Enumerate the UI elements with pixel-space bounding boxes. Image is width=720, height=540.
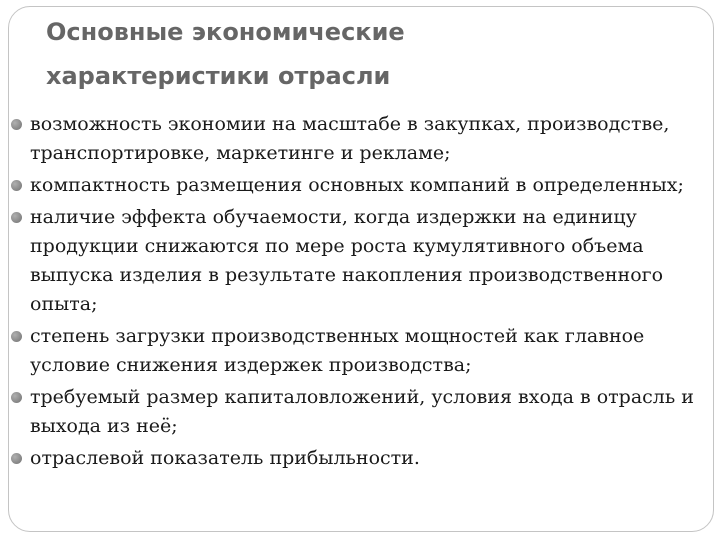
bullet-text: требуемый размер капиталовложений, условия входа в отрасль и выхода из неё;: [30, 386, 694, 437]
bullet-icon: [11, 331, 22, 342]
bullet-icon: [11, 180, 22, 191]
bullet-text: отраслевой показатель прибыльности.: [30, 447, 420, 469]
slide-title: [46, 10, 666, 98]
list-item: [8, 444, 708, 473]
list-item: [8, 110, 708, 168]
list-item: [8, 171, 708, 200]
list-item: [8, 203, 708, 319]
bullet-icon: [11, 119, 22, 130]
slide-title-line: характеристики отрасли: [46, 62, 391, 90]
bullet-icon: [11, 212, 22, 223]
list-item: [8, 322, 708, 380]
bullet-icon: [11, 453, 22, 464]
list-item: [8, 383, 708, 441]
bullet-list: [8, 110, 708, 476]
bullet-icon: [11, 392, 22, 403]
slide-title-line: Основные экономические: [46, 18, 405, 46]
bullet-text: компактность размещения основных компаний в определенных;: [30, 174, 684, 196]
bullet-text: возможность экономии на масштабе в закупках, производстве, транспортировке, маркетинге и рекламе;: [30, 113, 670, 164]
bullet-text: степень загрузки производственных мощностей как главное условие снижения издержек производства;: [30, 325, 645, 376]
bullet-text: наличие эффекта обучаемости, когда издержки на единицу продукции снижаются по мере роста кумулятивного объема выпуска изделия в результате накопления производственного опыта;: [30, 206, 664, 315]
